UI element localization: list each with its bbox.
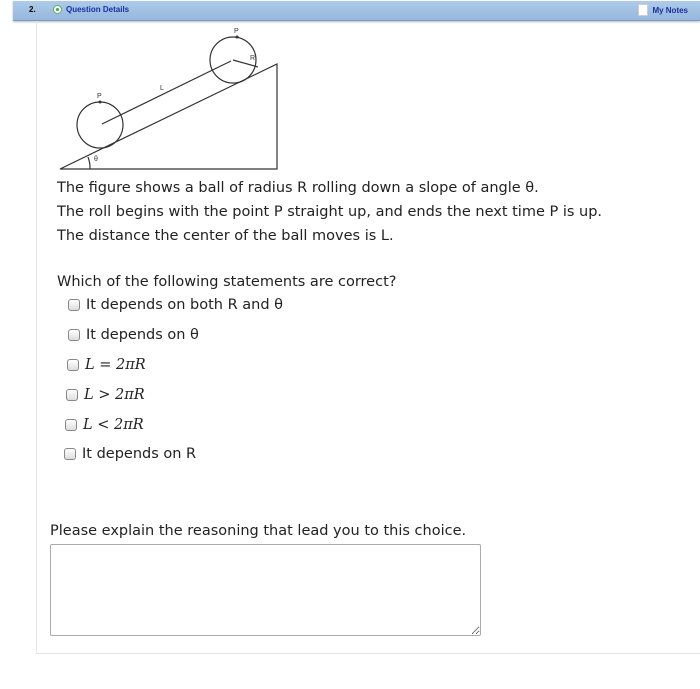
question-prompt: Which of the following statements are correct? [57, 274, 397, 290]
option-6[interactable] [64, 446, 196, 462]
checkbox[interactable] [68, 299, 80, 311]
theta-label: θ [94, 156, 98, 163]
explanation-input[interactable] [50, 544, 481, 636]
option-2[interactable] [68, 327, 199, 343]
option-3[interactable] [67, 357, 146, 373]
checkbox[interactable] [64, 448, 76, 460]
option-label: L = 2πR [85, 357, 146, 373]
question-line-1: The figure shows a ball of radius R rolling down a slope of angle θ. [57, 180, 539, 196]
checkbox[interactable] [68, 329, 80, 341]
checkbox[interactable] [65, 419, 77, 431]
question-line-2: The roll begins with the point P straight up, and ends the next time P is up. [57, 204, 603, 220]
option-label: It depends on both R and θ [86, 297, 284, 313]
option-label: It depends on R [82, 446, 197, 462]
l-label: L [160, 85, 164, 92]
question-line-3: The distance the center of the ball moves is L. [57, 228, 394, 244]
p-label-end: P [234, 28, 239, 35]
option-4[interactable] [66, 387, 145, 403]
distance-arrow [102, 61, 231, 124]
option-label: L > 2πR [84, 387, 145, 403]
angle-arc [88, 157, 90, 169]
explain-label: Please explain the reasoning that lead you to this choice. [50, 523, 467, 539]
ball-start [77, 102, 123, 148]
checkbox[interactable] [67, 359, 79, 371]
question-number: 2. [29, 5, 36, 14]
p-label-start: P [97, 93, 102, 100]
option-5[interactable] [65, 417, 144, 433]
my-notes-label: My Notes [652, 5, 688, 15]
question-details-label: Question Details [66, 5, 130, 14]
option-label: L < 2πR [83, 417, 144, 433]
option-label: It depends on θ [86, 327, 199, 343]
checkbox[interactable] [66, 389, 78, 401]
slope-figure [0, 0, 700, 200]
r-label: R [250, 55, 256, 62]
option-1[interactable] [68, 297, 283, 313]
